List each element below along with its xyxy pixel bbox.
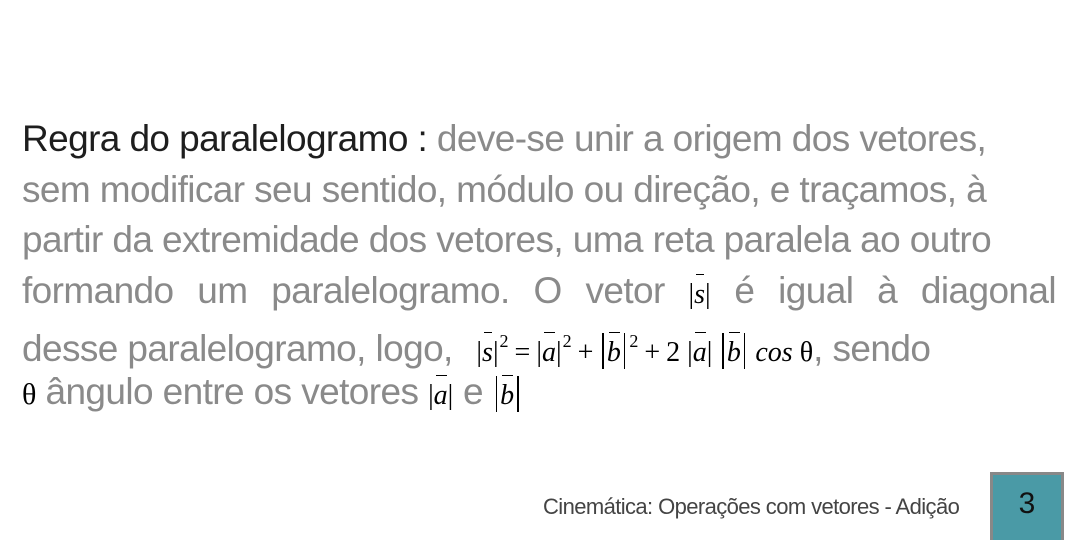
line-5-text: desse paralelogramo, logo, bbox=[22, 328, 453, 369]
vector-a-magnitude: |a| bbox=[428, 380, 453, 411]
line-6 bbox=[22, 367, 1056, 418]
page-number-badge bbox=[990, 472, 1064, 540]
line-6-connector: e bbox=[462, 370, 483, 412]
word: diagonal bbox=[920, 269, 1056, 311]
line-3: partir da extremidade dos vetores, uma reta paralela ao outro bbox=[22, 219, 992, 260]
word: à bbox=[877, 269, 898, 311]
parallelogram-formula: $|s|^2 = |a|^2 + b$ $^2$ + 2 |a| b cos θ bbox=[476, 337, 813, 368]
footer-title: Cinemática: Operações com vetores - Adição bbox=[543, 494, 960, 519]
line-2: sem modificar seu sentido, módulo ou direção, e traçamos, à bbox=[22, 168, 987, 210]
vector-s-magnitude: |s| bbox=[688, 270, 710, 321]
vector-b-magnitude: b bbox=[493, 380, 522, 411]
line-1 bbox=[22, 114, 1056, 165]
word: um bbox=[197, 269, 248, 311]
line-5-end: , sendo bbox=[813, 328, 931, 369]
theta-symbol: θ bbox=[22, 377, 36, 411]
word: vetor bbox=[585, 269, 665, 311]
line-6-text: ângulo entre os vetores bbox=[45, 370, 419, 412]
page-number: 3 bbox=[1018, 486, 1036, 520]
word: é bbox=[734, 269, 755, 311]
slide-body bbox=[22, 114, 1056, 417]
line-1-text: deve-se unir a origem dos vetores, bbox=[436, 118, 987, 159]
word: formando bbox=[22, 269, 174, 311]
line-4 bbox=[22, 266, 1056, 317]
word: igual bbox=[778, 269, 854, 311]
word: paralelogramo. bbox=[271, 269, 510, 311]
term-title: Regra do paralelogramo : bbox=[22, 118, 428, 159]
word: O bbox=[533, 269, 562, 311]
line-5 bbox=[22, 316, 1056, 367]
